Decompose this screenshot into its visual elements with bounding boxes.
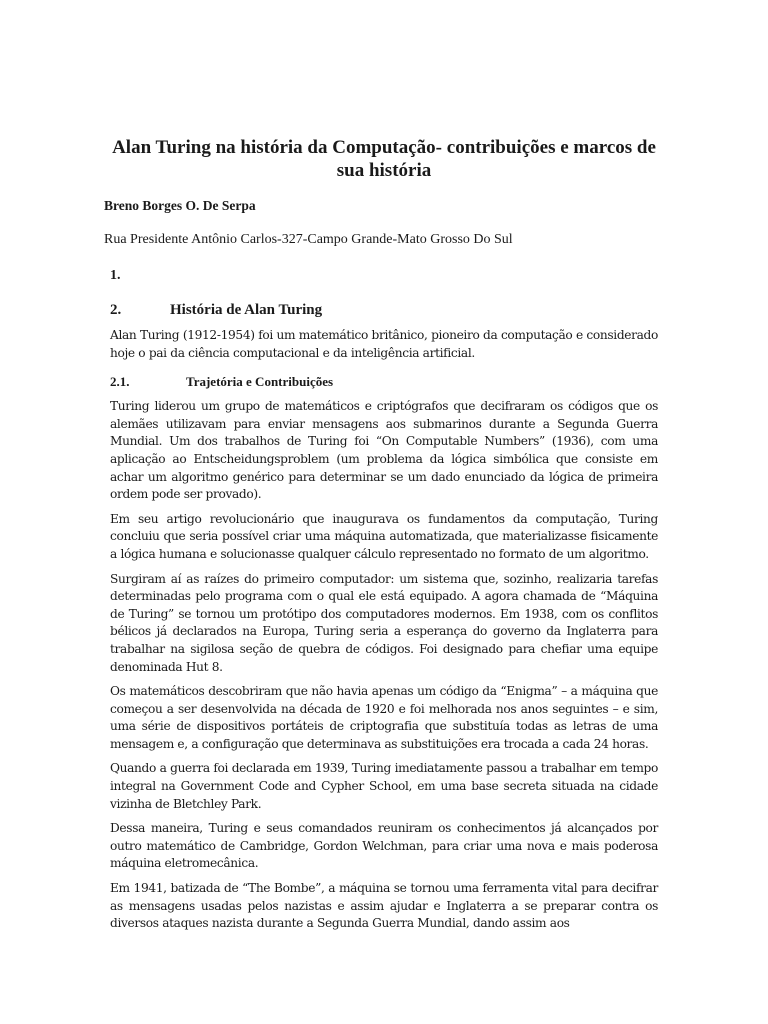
paragraph: Turing liderou um grupo de matemáticos e criptógrafos que decifraram os códigos que os alemães utilizavam para enviar mensagens aos submarinos durante a Segunda Guerra Mundial. Um dos trabalhos de Turing foi “On Computable Numbers” (1936), com uma aplicação ao Entscheidungsproblem (um problema da lógica simbólica que consiste em achar um algoritmo genérico para determinar se um dado enunciado da lógica de primeira ordem pode ser provado).: [110, 399, 658, 502]
document-title: Alan Turing na história da Computação- contribuições e marcos de sua história: [112, 137, 656, 181]
paragraph: Surgiram aí as raízes do primeiro computador: um sistema que, sozinho, realizaria tarefas determinadas pelo programa com o qual ele está equipado. A agora chamada de “Máquina de Turing” se tornou um protótipo dos computadores modernos. Em 1938, com os conflitos bélicos já declarados na Europa, Turing seria a esperança do governo da Inglaterra para trabalhar na sigilosa seção de quebra de códigos. Foi designado para chefiar uma equipe denominada Hut 8.: [110, 571, 658, 674]
author-address: Rua Presidente Antônio Carlos-327-Campo Grande-Mato Grosso Do Sul: [104, 232, 513, 247]
author-name: Breno Borges O. De Serpa: [104, 198, 256, 213]
paragraph: Dessa maneira, Turing e seus comandados reuniram os conhecimentos já alcançados por outro matemático de Cambridge, Gordon Welchman, para criar uma nova e mais poderosa máquina eletromecânica.: [110, 821, 658, 871]
paragraph: Em seu artigo revolucionário que inaugurava os fundamentos da computação, Turing concluiu que seria possível criar uma máquina automatizada, que materializasse fisicamente a lógica humana e solucionasse qualquer cálculo representado no formato de um algoritmo.: [110, 511, 658, 561]
paragraph: Quando a guerra foi declarada em 1939, Turing imediatamente passou a trabalhar em tempo integral na Government Code and Cypher School, em uma base secreta situada na cidade vizinha de Bletchley Park.: [110, 761, 658, 811]
intro-paragraph: Alan Turing (1912-1954) foi um matemático britânico, pioneiro da computação e considerado hoje o pai da ciência computacional e da inteligência artificial.: [110, 328, 658, 360]
section-2-1-heading: [110, 374, 658, 390]
paragraph: Os matemáticos descobriram que não havia apenas um código da “Enigma” – a máquina que começou a ser desenvolvida na década de 1920 e foi melhorada nos anos seguintes – e sim, uma série de dispositivos portáteis de criptografia que substituía todas as letras de uma mensagem e, a configuração que determinava as substituições era trocada a cada 24 horas.: [110, 684, 658, 751]
section-2-1-number: 2.1.: [110, 374, 130, 390]
section-2-title: História de Alan Turing: [170, 302, 323, 318]
section-2-number: 2.: [110, 302, 122, 318]
section-2-heading: [110, 302, 658, 319]
section-1-number: 1.: [110, 268, 121, 283]
section-2-1-title: Trajetória e Contribuições: [186, 374, 334, 390]
paragraph: Em 1941, batizada de “The Bombe”, a máquina se tornou uma ferramenta vital para decifrar as mensagens usadas pelos nazistas e assim ajudar e Inglaterra a se preparar contra os diversos ataques nazista durante a Segunda Guerra Mundial, dando assim aos: [110, 881, 658, 931]
